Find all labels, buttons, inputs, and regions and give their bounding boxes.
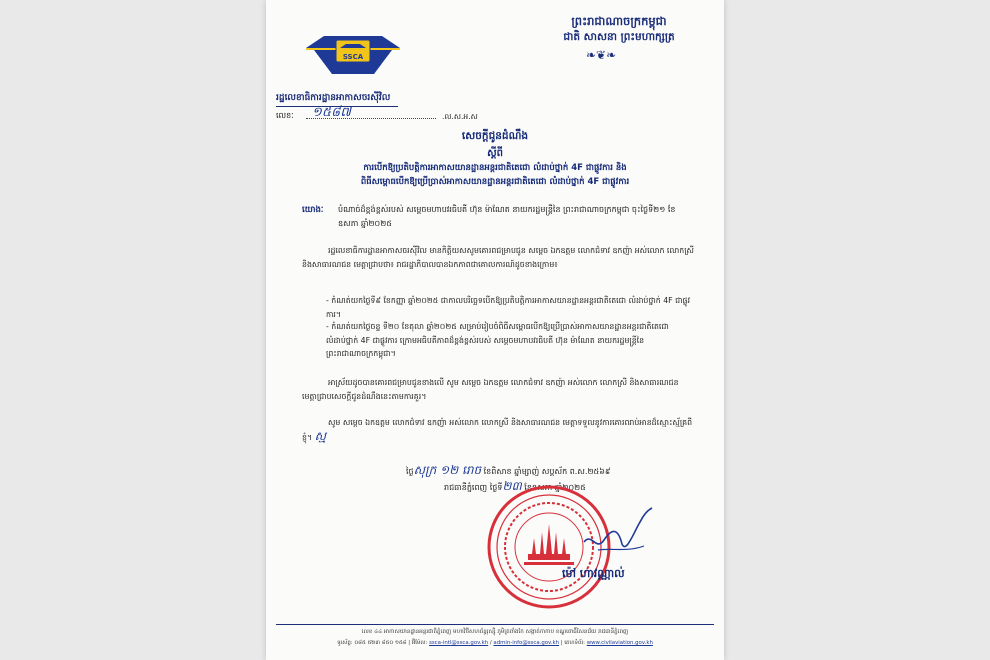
lunar-date-handwritten: សុក្រ ១២ រោច [413,463,482,477]
document-title: សេចក្តីជូនដំណឹង [461,130,529,142]
kingdom-heading: ព្រះរាជាណាចក្រកម្ពុជា [571,14,667,28]
email-link-1[interactable]: ssca-intl@ssca.gov.kh [429,640,489,646]
paragraph-3-text: សូម សម្តេច ឯកឧត្តម លោកជំទាវ ឧកញ៉ា អស់លោក លោកស្រី និងសាធារណជន មេត្តាទទួលនូវការគោរពរាប់អានដ៏ស្មោះស្ម័គ្រពីខ្ញុំ។ [302,418,693,442]
paragraph-3 [302,416,694,444]
bullet-item-1: - កំណត់យកថ្ងៃទី៩ ខែកញ្ញា ឆ្នាំ២០២៥ ជាកាលបរិច្ឆេទបើកឱ្យប្រតិបត្តិការអាកាសយានដ្ឋានអន្តរជាតិតេជោ លំដាប់ថ្នាក់ 4F ជាផ្លូវការ។ [326,296,690,319]
reference-label: លេខៈ [276,111,294,120]
subject-line-1: ការបើកឱ្យប្រតិបត្តិការអាកាសយានដ្ឋានអន្តរជាតិតេជោ លំដាប់ថ្នាក់ 4F ជាផ្លូវការ និង [363,163,627,173]
lunar-date-suffix: ខែពិសាខ ឆ្នាំម្សាញ់ សប្តស័ក ព.ស.២៥៦៩ [481,467,611,476]
footer-website-label: គេហទំព័រ: [564,640,587,646]
paragraph-2: អាស្រ័យដូចបានគោរពជម្រាបជូនខាងលើ សូម សម្តេច ឯកឧត្តម លោកជំទាវ ឧកញ៉ា អស់លោក លោកស្រី និងសាធារណជន មេត្តាជ្រាបសេចក្តីជូនដំណឹងនេះតាមការគួរ។ [302,378,679,401]
email-link-2[interactable]: admin-info@ssca.gov.kh [493,640,560,646]
solar-date-handwritten: ២៣ [502,479,522,493]
footer-divider [276,624,714,625]
footer-email-label: អ៊ីម៉ែល: [411,640,430,646]
lunar-date-prefix: ថ្ងៃ [406,467,414,476]
ssca-logo-icon [304,30,402,80]
footer-address: លេខ ៤៤ អាកាសយានដ្ឋានអន្តរជាតិភ្នំពេញ មហាវិថីសហព័ន្ធរុស្ស៊ី ភូមិត្រពាំងកែ សង្កាត់កាកាប ខណ្ឌពោធិ៍សែនជ័យ រាជធានីភ្នំពេញ [361,629,629,635]
organization-name: រដ្ឋលេខាធិការដ្ឋានអាកាសចរស៊ីវិល [276,93,391,103]
paragraph-3-initial: ស្ម [314,428,327,443]
subject-line-2: ពិធីសម្ពោធបើកឱ្យប្រើប្រាស់អាកាសយានដ្ឋានអន្តរជាតិតេជោ លំដាប់ថ្នាក់ 4F ជាផ្លូវការ [360,177,630,187]
document-subtitle: ស្តីពី [487,148,503,159]
document-page [266,0,724,660]
signer-name: ម៉ៅ ហាវណ្ណាល់ [562,567,625,580]
reference-dotted-line [306,118,436,119]
footer-contacts: ទូរស័ព្ទ: ០៨៥ ៥២៣ ៨៥០ ១៥៨ | អ៊ីម៉ែល: ssca-intl@ssca.gov.kh / admin-info@ssca.gov.kh | គេហទំព័រ: www.civilaviation.gov.kh [337,640,653,646]
national-motto: ជាតិ សាសនា ព្រះមហាក្សត្រ [563,31,675,43]
reference-heading: យោងៈ [302,205,324,215]
solar-date-suffix: ខែឧសភា ឆ្នាំ២០២៥ [521,483,586,492]
paragraph-1: រដ្ឋលេខាធិការដ្ឋានអាកាសចរស៊ីវិល មានកិត្តិយសសូមគោរពជម្រាបជូន សម្តេច ឯកឧត្តម លោកជំទាវ ឧកញ៉ា អស់លោក លោកស្រី និងសាធារណជន មេត្តាជ្រាបថា៖ រាជរដ្ឋាភិបាលបានឯកភាពជាគោលការណ៍ដូចខាងក្រោម៖ [302,246,694,269]
logo-text: SSCA [342,53,364,61]
website-link[interactable]: www.civilaviation.gov.kh [586,640,653,646]
footer-phone: ទូរស័ព្ទ: ០៨៥ ៥២៣ ៨៥០ ១៥៨ [337,640,407,646]
solar-date-prefix: រាជធានីភ្នំពេញ ថ្ងៃទី [444,483,503,492]
reference-suffix: .ល.ស.អ.ស [442,112,478,121]
reference-number: ១៥៨៧ [312,105,351,120]
signature-icon [578,502,658,562]
reference-text: បំណាច់ដ៏ខ្ពង់ខ្ពស់របស់ សម្តេចមហាបវរធិបតី ហ៊ុន ម៉ាណែត នាយករដ្ឋមន្ត្រីនៃ ព្រះរាជាណាចក្រកម្ពុជា ចុះថ្ងៃទី២១ ខែឧសភា ឆ្នាំ២០២៥ [338,205,676,228]
ornament-divider: ❧❦❧ [586,48,617,62]
bullet-item-2: - កំណត់យកថ្ងៃចន្ទ ទី២០ ខែតុលា ឆ្នាំ២០២៥ សម្រាប់រៀបចំពិធីសម្ពោធបើកឱ្យប្រើប្រាស់អាកាសយានដ្ឋានអន្តរជាតិតេជោ លំដាប់ថ្នាក់ 4F ជាផ្លូវការ ក្រោមអធិបតីភាពដ៏ខ្ពង់ខ្ពស់របស់ សម្តេចមហាបវរធិបតី ហ៊ុន ម៉ាណែត នាយករដ្ឋមន្ត្រីនៃព្រះរាជាណាចក្រកម្ពុជា។ [326,322,669,358]
